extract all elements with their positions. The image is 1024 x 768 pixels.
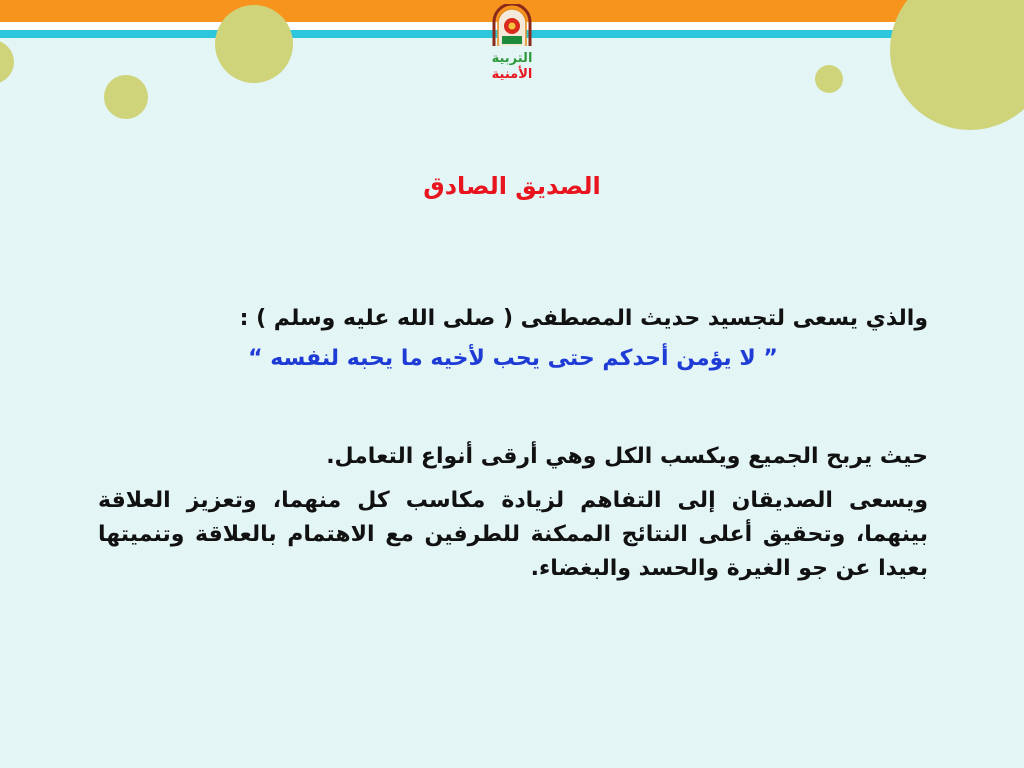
decor-circle-left-small	[104, 75, 148, 119]
hadith-quote: ” لا يؤمن أحدكم حتى يحب لأخيه ما يحبه لنفسه “	[248, 346, 778, 371]
decor-circle-left-edge	[0, 40, 14, 84]
decor-circle-right-small	[815, 65, 843, 93]
logo-emblem	[484, 4, 540, 84]
decor-circle-left-large	[215, 5, 293, 83]
paragraph-first-line: حيث يربح الجميع ويكسب الكل وهي أرقى أنواع التعامل.	[326, 444, 928, 469]
paragraph-body: ويسعى الصديقان إلى التفاهم لزيادة مكاسب كل منهما، وتعزيز العلاقة بينهما، وتحقيق أعلى النتائج الممكنة للطرفين مع الاهتمام بالعلاقة وتنميتها بعيدا عن جو الغيرة والحسد والبغضاء.	[98, 488, 928, 581]
svg-text:الأمنية: الأمنية	[491, 67, 533, 82]
intro-line: والذي يسعى لتجسيد حديث المصطفى ( صلى الله عليه وسلم ) :	[239, 306, 928, 331]
slide-title: الصديق الصادق	[423, 172, 601, 200]
svg-text:التربية: التربية	[491, 51, 533, 66]
decor-circle-right-large	[890, 0, 1024, 130]
